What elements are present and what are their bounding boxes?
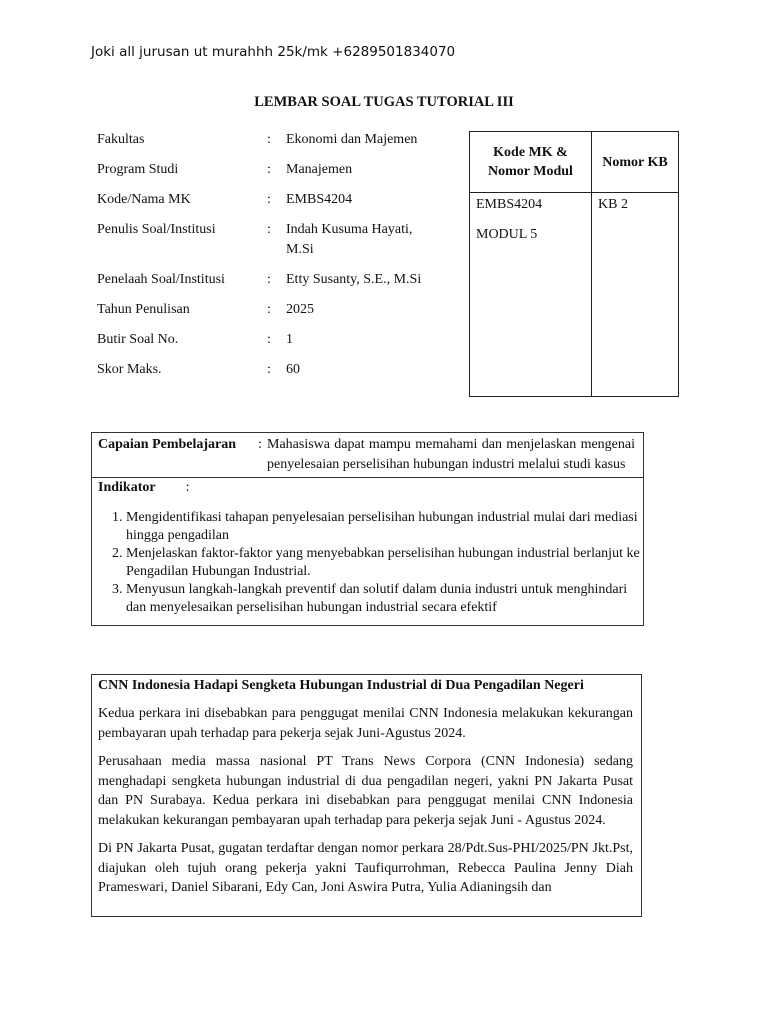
info-row-program-studi	[97, 160, 447, 180]
case-study-box	[91, 674, 642, 917]
header-note: Joki all jurusan ut murahhh 25k/mk +6289501834070	[91, 44, 456, 60]
info-value: 1	[286, 332, 293, 347]
info-value: 60	[286, 362, 300, 377]
kode-mk-table	[469, 131, 679, 397]
info-label: Fakultas	[97, 132, 145, 147]
indikator-heading	[92, 478, 643, 497]
info-block	[97, 130, 447, 390]
kb-value: KB 2	[598, 197, 628, 212]
list-item: 2. Menjelaskan faktor-faktor yang menyebabkan perselisihan hubungan industrial berlanjut ke Pengadilan Hubungan Industrial.	[126, 545, 643, 581]
document-title: LEMBAR SOAL TUGAS TUTORIAL III	[254, 94, 514, 110]
info-label: Penelaah Soal/Institusi	[97, 272, 225, 287]
capaian-text: Mahasiswa dapat mampu memahami dan menjelaskan mengenai penyelesaian perselisihan hubungan industri melalui studi kasus	[267, 437, 635, 472]
list-item: 3. Menyusun langkah-langkah preventif dan solutif dalam dunia industri untuk menghindari dan menyelesaikan perselisihan hubungan industrial secara efektif	[126, 581, 643, 617]
cell-kb	[592, 193, 679, 397]
info-value: 2025	[286, 302, 314, 317]
capaian-colon: :	[258, 437, 262, 452]
info-colon: :	[267, 192, 271, 207]
capaian-indikator-box	[91, 432, 644, 626]
info-value: EMBS4204	[286, 192, 353, 207]
info-row-skor	[97, 360, 447, 380]
info-value: Etty Susanty, S.E., M.Si	[286, 272, 422, 287]
info-label: Butir Soal No.	[97, 332, 179, 347]
info-colon: :	[267, 272, 271, 287]
case-paragraph: Di PN Jakarta Pusat, gugatan terdaftar dengan nomor perkara 28/Pdt.Sus-PHI/2025/PN Jkt.Pst, diajukan oleh tujuh orang pekerja yakni Taufiqurrohman, Rebecca Paulina Jenny Diah Prameswari, Daniel Sibarani, Edy Can, Joni Aswira Putra, Yulia Adianingsih dan	[98, 841, 633, 895]
info-row-kode-mk	[97, 190, 447, 210]
info-colon: :	[267, 302, 271, 317]
info-label: Skor Maks.	[97, 362, 162, 377]
cell-kode-modul	[470, 193, 592, 397]
case-study-title: CNN Indonesia Hadapi Sengketa Hubungan Industrial di Dua Pengadilan Negeri	[98, 678, 584, 693]
info-colon: :	[267, 362, 271, 377]
indikator-label: Indikator	[98, 480, 156, 495]
info-row-penulis	[97, 220, 447, 260]
header-kode-mk: Kode MK & Nomor Modul	[470, 132, 592, 193]
info-row-penelaah	[97, 270, 447, 290]
modul-value: MODUL 5	[476, 227, 538, 242]
info-value: Indah Kusuma Hayati, M.Si	[286, 222, 413, 257]
info-label: Program Studi	[97, 162, 179, 177]
info-value: Manajemen	[286, 162, 353, 177]
header-nomor-kb: Nomor KB	[592, 132, 679, 193]
list-item: 1. Mengidentifikasi tahapan penyelesaian perselisihan hubungan industrial mulai dari mediasi hingga pengadilan	[126, 509, 643, 545]
info-row-tahun	[97, 300, 447, 320]
info-colon: :	[267, 132, 271, 147]
info-value: Ekonomi dan Majemen	[286, 132, 418, 147]
info-label: Penulis Soal/Institusi	[97, 222, 216, 237]
info-label: Kode/Nama MK	[97, 192, 191, 207]
case-paragraph: Kedua perkara ini disebabkan para penggugat menilai CNN Indonesia melakukan kekurangan pembayaran upah terhadap para pekerja sejak Juni-Agustus 2024.	[98, 706, 633, 741]
info-label: Tahun Penulisan	[97, 302, 190, 317]
info-colon: :	[267, 332, 271, 347]
info-row-fakultas	[97, 130, 447, 150]
capaian-row	[92, 433, 643, 478]
kode-value: EMBS4204	[476, 197, 543, 212]
info-colon: :	[267, 162, 271, 177]
info-colon: :	[267, 222, 271, 237]
indikator-list	[92, 509, 643, 617]
case-paragraph: Perusahaan media massa nasional PT Trans News Corpora (CNN Indonesia) sedang menghadapi sengketa hubungan industrial di dua pengadilan negeri, yakni PN Jakarta Pusat dan PN Surabaya. Kedua perkara ini disebabkan para penggugat menilai CNN Indonesia melakukan kekurangan pembayaran upah terhadap para pekerja sejak Juni - Agustus 2024.	[98, 754, 633, 828]
info-row-butir-soal	[97, 330, 447, 350]
indikator-colon: :	[185, 480, 190, 495]
capaian-label: Capaian Pembelajaran	[98, 437, 237, 452]
